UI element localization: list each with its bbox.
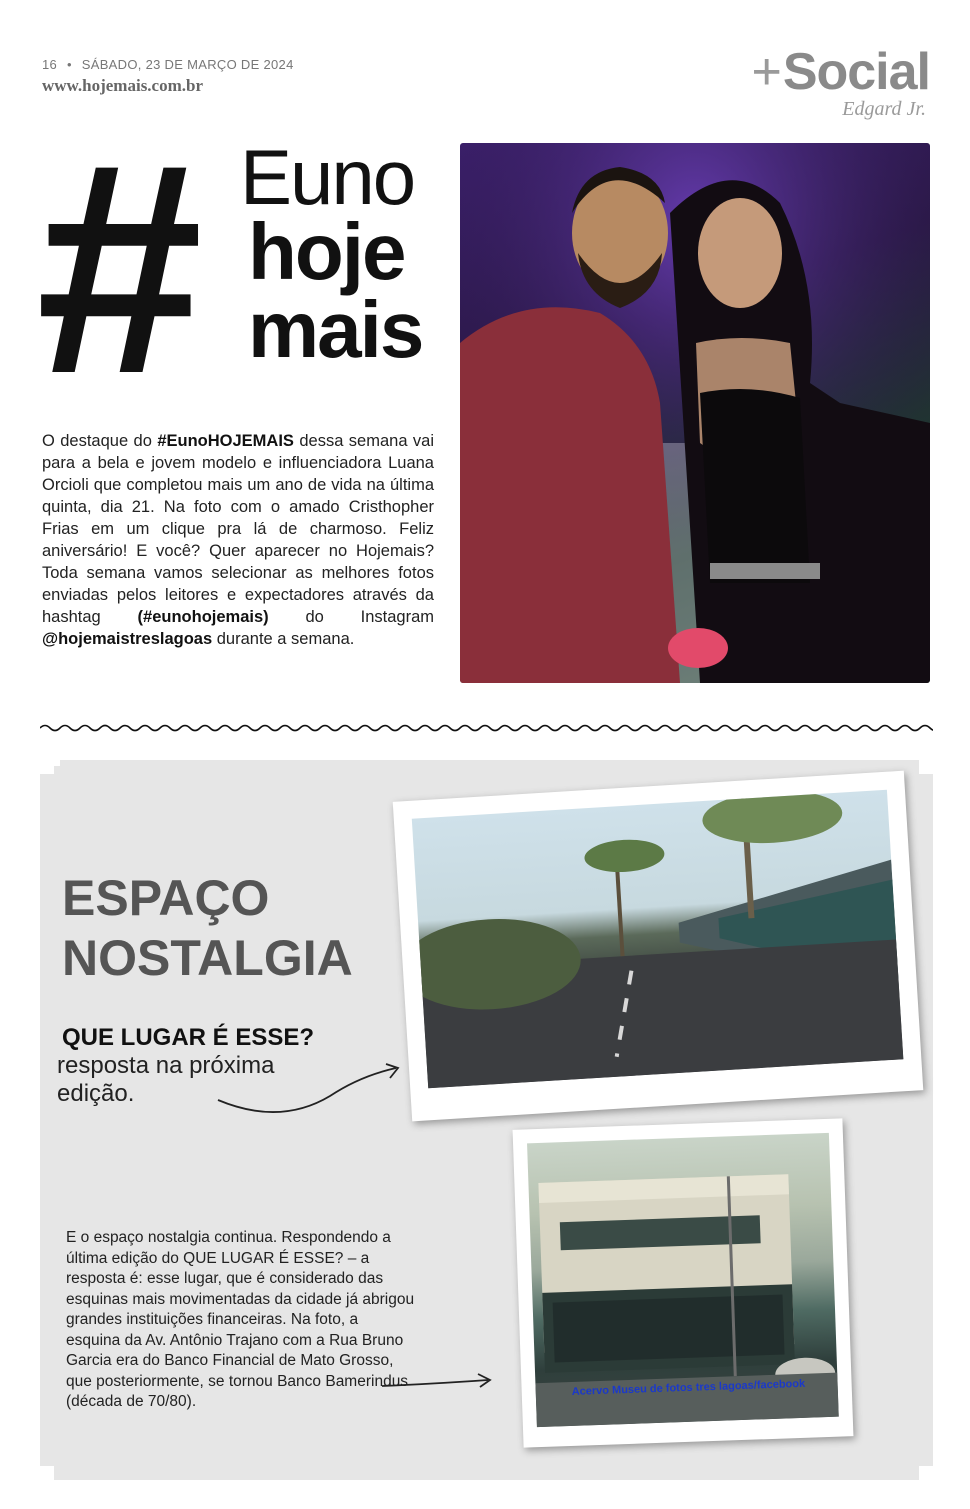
panel-corner-notch <box>919 760 933 774</box>
bank-building-scene <box>527 1133 839 1427</box>
street-scene <box>412 790 904 1089</box>
hashtag-word-mais: mais <box>248 285 423 374</box>
wavy-divider <box>40 722 933 734</box>
columnist-signature: Edgard Jr. <box>842 98 926 120</box>
brand-plus: + <box>751 43 781 101</box>
answer-photo <box>513 1118 854 1447</box>
brand-name: Social <box>782 43 930 101</box>
answer-paragraph: E o espaço nostalgia continua. Respondendo a última edição do QUE LUGAR É ESSE? – a resposta é: esse lugar, que é considerado das esquinas mais movimentadas da cidade já abrigou grandes instituições financeiras. Na foto, a esquina da Av. Antônio Trajano com a Rua Bruno Garcia era do Banco Financial de Mato Grosso, que posteriormente, se tornou Banco Bamerindus (década de 70/80). <box>66 1229 415 1410</box>
featured-couple-photo <box>460 143 930 683</box>
page-number: 16 <box>42 57 58 72</box>
couple-photo-illustration <box>460 143 930 683</box>
panel-corner-notch <box>40 760 54 774</box>
page-date-line <box>42 57 294 72</box>
instagram-handle[interactable]: @hojemaistreslagoas <box>42 630 213 648</box>
intro-hashtag: #EunoHOJEMAIS <box>157 432 294 450</box>
arrow-to-answer-photo-icon <box>380 1370 500 1392</box>
nostalgia-title <box>62 868 353 988</box>
arrow-to-mystery-photo-icon <box>210 1056 410 1118</box>
panel-corner-notch <box>40 1466 54 1480</box>
nostalgia-title-line1: ESPAÇO <box>62 870 270 926</box>
photo-credit: Acervo Museu de fotos tres lagoas/facebook <box>571 1377 806 1398</box>
intro-lead: O destaque do <box>42 432 158 450</box>
intro-body-3: durante a semana. <box>212 630 355 648</box>
question-subtitle: resposta na próxima edição. <box>57 1052 275 1107</box>
panel-corner-notch <box>919 1466 933 1480</box>
hashtag-word-euno: Euno <box>240 133 415 221</box>
intro-paragraph <box>42 430 434 650</box>
issue-date: SÁBADO, 23 DE MARÇO DE 2024 <box>81 57 294 72</box>
site-url[interactable]: www.hojemais.com.br <box>42 76 204 95</box>
hashtag-word-hoje: hoje <box>248 207 405 296</box>
intro-hashtag-instagram: (#eunohojemais) <box>137 608 269 626</box>
mystery-place-photo <box>393 771 924 1122</box>
intro-body: dessa semana vai para a bela e jovem modelo e influenciadora Luana Orcioli que completou mais um ano de vida na última quinta, dia 21. Na foto com o amado Cristhopher Frias em um clique pra lá de charmoso. Feliz aniversário! E você? Quer aparecer no Hojemais? Toda semana vamos selecionar as melhores fotos enviadas pelos leitores e expectadores através da hashtag <box>42 432 434 626</box>
panel-corner-notch <box>54 760 60 766</box>
date-separator: • <box>66 57 72 72</box>
question-title: QUE LUGAR É ESSE? <box>62 1024 315 1051</box>
intro-body-2: do Instagram <box>268 608 434 626</box>
nostalgia-title-line2: NOSTALGIA <box>62 930 353 986</box>
hashtag-symbol: # <box>36 100 203 436</box>
street-scene-illustration <box>412 790 904 1089</box>
section-brand <box>751 42 930 102</box>
